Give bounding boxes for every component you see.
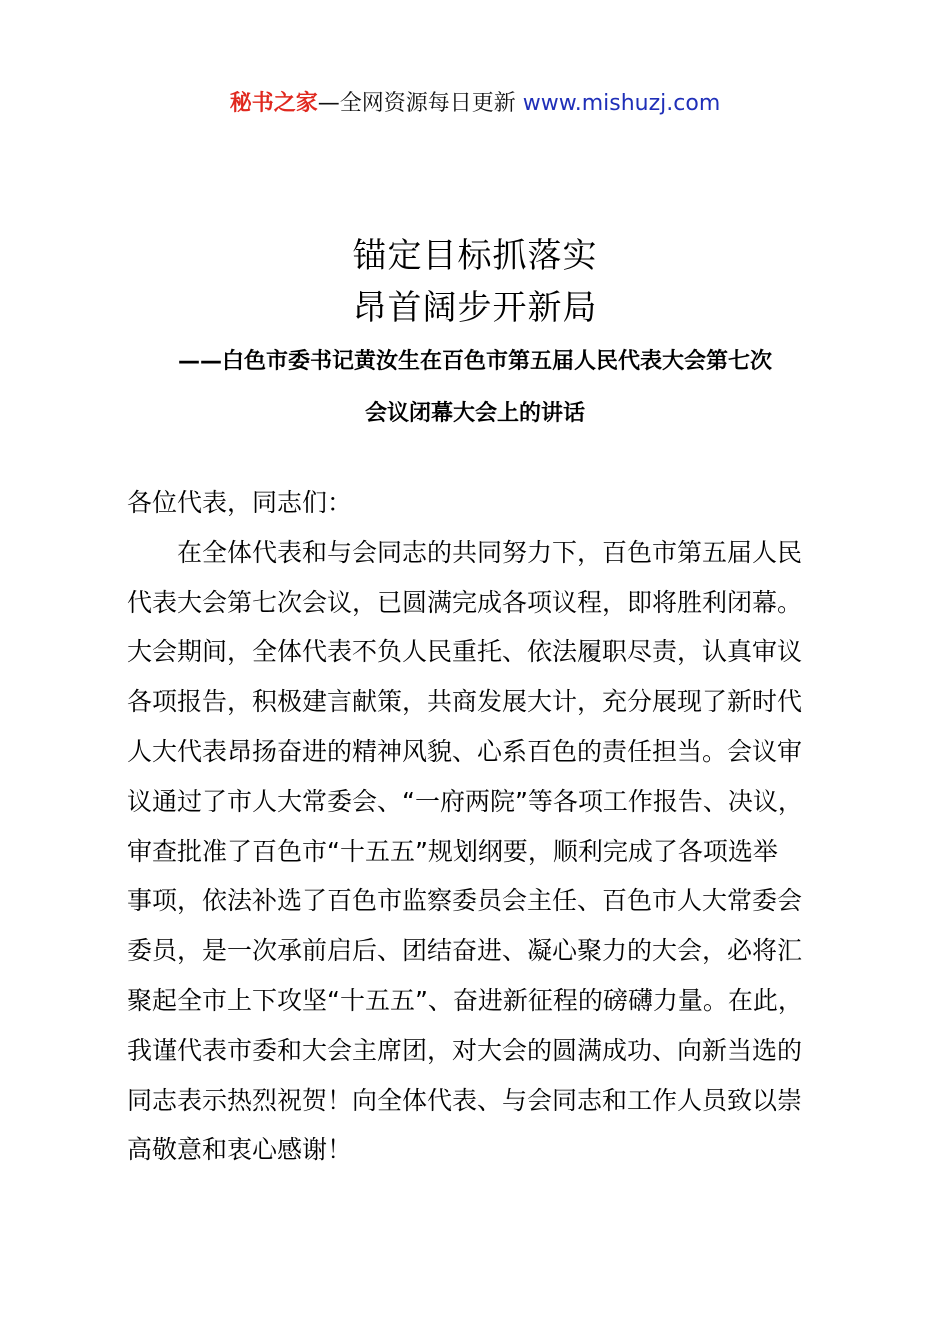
paragraph-line: 高敬意和衷心感谢！	[127, 1135, 353, 1165]
document-body	[127, 478, 837, 1175]
paragraph-line: 事项，依法补选了百色市监察委员会主任、百色市人大常委会	[127, 886, 803, 916]
paragraph-line: 聚起全市上下攻坚“十五五”、奋进新征程的磅礴力量。在此，	[127, 985, 803, 1015]
paragraph-line: 我谨代表市委和大会主席团，对大会的圆满成功、向新当选的	[127, 1035, 803, 1065]
paragraph-line: 在全体代表和与会同志的共同努力下，百色市第五届人民	[177, 537, 803, 567]
paragraph-line: 大会期间，全体代表不负人民重托、依法履职尽责，认真审议	[127, 637, 803, 667]
site-tagline: —全网资源每日更新	[317, 91, 523, 116]
site-url-link[interactable]: www.mishuzj.com	[522, 91, 721, 116]
paragraph-line: 各项报告，积极建言献策，共商发展大计，充分展现了新时代	[127, 687, 803, 717]
title-line-1: 锚定目标抓落实	[352, 236, 598, 276]
site-brand: 秘书之家	[229, 91, 318, 116]
document-subtitle	[120, 336, 830, 440]
paragraph-line: 同志表示热烈祝贺！向全体代表、与会同志和工作人员致以崇	[127, 1085, 803, 1115]
site-header	[0, 88, 950, 120]
document-title	[0, 230, 950, 334]
paragraph	[127, 528, 837, 1175]
paragraph-line: 代表大会第七次会议，已圆满完成各项议程，即将胜利闭幕。	[127, 587, 803, 617]
subtitle-line-1: ——白色市委书记黄汝生在百色市第五届人民代表大会第七次	[177, 349, 772, 374]
title-line-2: 昂首阔步开新局	[352, 288, 598, 328]
paragraph-line: 人大代表昂扬奋进的精神风貌、心系百色的责任担当。会议审	[127, 736, 803, 766]
salutation: 各位代表，同志们：	[127, 488, 353, 517]
paragraph-line: 议通过了市人大常委会、“一府两院”等各项工作报告、决议，	[127, 786, 803, 816]
paragraph-line: 委员，是一次承前启后、团结奋进、凝心聚力的大会，必将汇	[127, 936, 803, 966]
paragraph-line: 审查批准了百色市“十五五”规划纲要，顺利完成了各项选举	[127, 836, 778, 866]
subtitle-line-2: 会议闭幕大会上的讲话	[364, 401, 585, 426]
